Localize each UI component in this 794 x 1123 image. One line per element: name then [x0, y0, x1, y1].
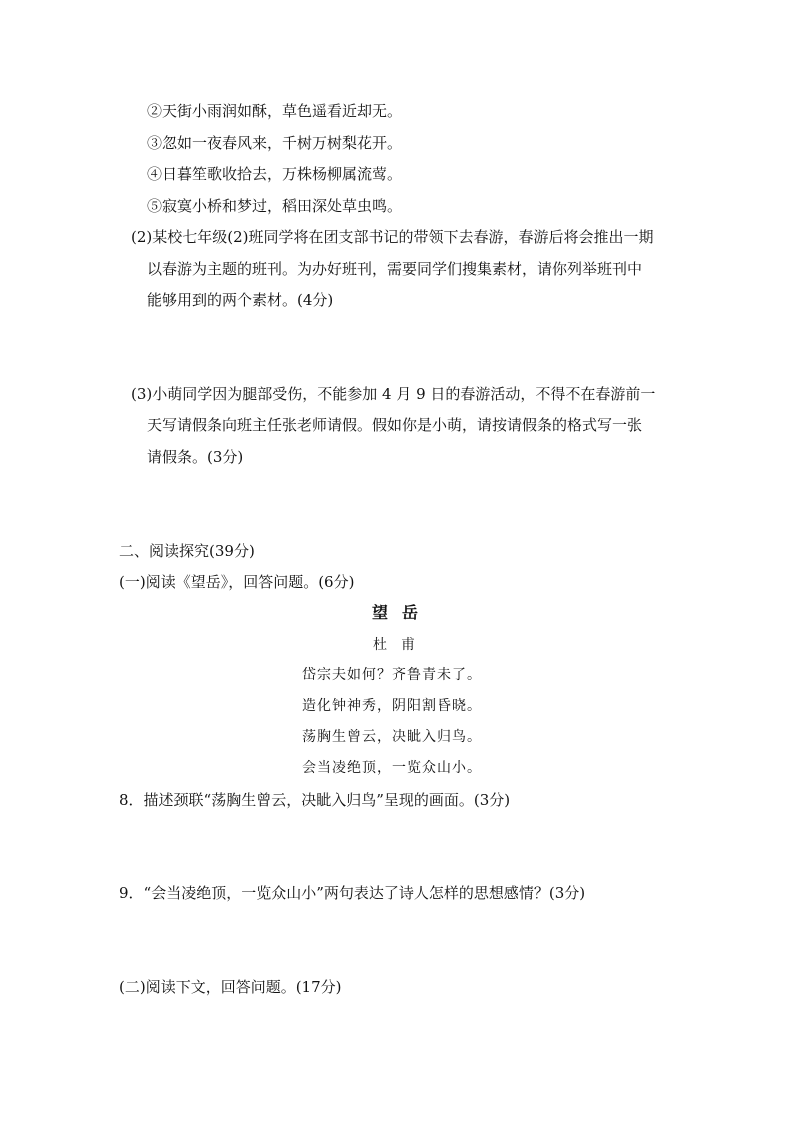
- question-3-line-3: 请假条。(3分): [147, 448, 244, 466]
- question-3-line-1: (3)小萌同学因为腿部受伤，不能参加 4 月 9 日的春游活动，不得不在春游前一: [131, 385, 656, 403]
- question-8: 8．描述颈联“荡胸生曾云，决眦入归鸟”呈现的画面。(3分): [119, 791, 511, 809]
- question-2-line-2: 以春游为主题的班刊。为办好班刊，需要同学们搜集素材，请你列举班刊中: [147, 260, 643, 278]
- option-5: ⑤寂寞小桥和梦过，稻田深处草虫鸣。: [147, 197, 403, 215]
- poem-line-4: 会当凌绝顶，一览众山小。: [302, 760, 482, 776]
- option-4: ④日暮笙歌收拾去，万株杨柳属流莺。: [147, 165, 403, 183]
- part-1-heading: (一)阅读《望岳》，回答问题。(6分): [119, 573, 355, 591]
- poem-line-3: 荡胸生曾云，决眦入归鸟。: [302, 729, 482, 745]
- section-heading: 二、阅读探究(39分): [119, 542, 255, 560]
- poem-title: 望岳: [372, 603, 433, 622]
- poem-line-2: 造化钟神秀，阴阳割昏晓。: [302, 698, 482, 714]
- poem-line-1: 岱宗夫如何？齐鲁青未了。: [302, 667, 482, 683]
- question-3-line-2: 天写请假条向班主任张老师请假。假如你是小萌，请按请假条的格式写一张: [147, 416, 643, 434]
- option-3: ③忽如一夜春风来，千树万树梨花开。: [147, 134, 403, 152]
- question-2-line-3: 能够用到的两个素材。(4分): [147, 291, 334, 309]
- question-9: 9．“会当凌绝顶，一览众山小”两句表达了诗人怎样的思想感情？(3分): [119, 884, 586, 902]
- part-2-heading: (二)阅读下文，回答问题。(17分): [119, 978, 342, 996]
- poem-author: 杜甫: [373, 637, 429, 653]
- question-2-line-1: (2)某校七年级(2)班同学将在团支部书记的带领下去春游，春游后将会推出一期: [131, 228, 654, 246]
- option-2: ②天街小雨润如酥，草色遥看近却无。: [147, 102, 403, 120]
